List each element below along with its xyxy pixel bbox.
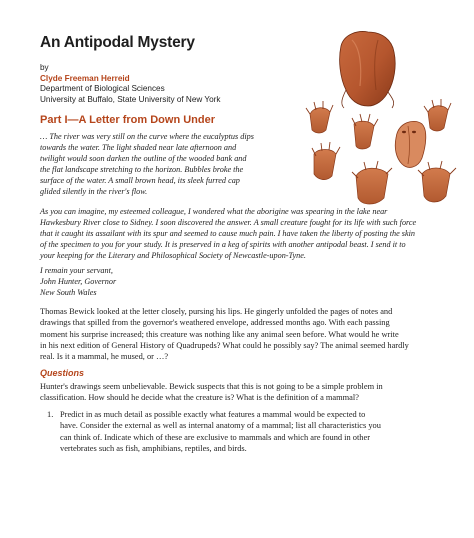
narrative-line: in his next edition of General History of Quadrupeds? What could he possibly say? The animal seemed hardly: [40, 340, 409, 350]
questions-intro-line: classification. How should he decide what the creature is? What is the definition of a mammal?: [40, 393, 359, 403]
author-department: Department of Biological Sciences: [40, 84, 165, 94]
narrative-line: Thomas Bewick looked at the letter closely, pursing his lips. He gingerly unfolded the pages of notes and: [40, 307, 393, 316]
letter-line: that it caught its assailant with its spur and seemed to cause much pain. I have taken the liberty of posting the skin: [40, 229, 415, 239]
platypus-pelt-drawing: [340, 32, 396, 108]
narrative-line: real. Is it a mammal, he mused, or …?: [40, 352, 169, 362]
letter-paragraph: [40, 206, 436, 261]
narrative-line: moment his surprise increased; this creature was nothing like any animal seen before. What would he write: [40, 329, 399, 339]
author-name: Clyde Freeman Herreid: [40, 73, 130, 83]
question-line: vertebrates such as fish, amphibians, reptiles, and birds.: [60, 443, 247, 453]
byline-by: by: [40, 63, 49, 72]
signature-line: I remain your servant,: [40, 266, 113, 275]
platypus-bill-drawing: [395, 121, 426, 167]
story-line: towards the water. The light shaded near late afternoon and: [40, 143, 237, 153]
author-university: University at Buffalo, State University of New York: [40, 94, 221, 104]
questions-intro-line: Hunter's drawings seem unbelievable. Bewick suspects that this is not going to be a simple problem in: [40, 382, 383, 391]
platypus-foot-top-left: [306, 101, 333, 133]
story-line: twilight would soon darken the outline of the wooded bank and: [40, 154, 247, 164]
narrative-paragraph: [40, 306, 436, 362]
platypus-foot-bottom-center: [352, 161, 392, 204]
platypus-foot-bottom-right: [418, 161, 456, 202]
letter-line: your keeping for the Literary and Philosophical Society of Newcastle-upon-Tyne.: [40, 251, 306, 261]
question-line: can think of. Indicate which of these are exclusive to mammals and which are found in other: [60, 432, 371, 442]
letter-signature: [40, 265, 116, 298]
question-text: [60, 409, 381, 454]
letter-line: of the specimen to you for your study. It is preserved in a keg of spirits with another antipodal beast. I send it to: [40, 240, 406, 250]
signature-line: John Hunter, Governor: [40, 277, 117, 287]
part1-heading: Part I—A Letter from Down Under: [40, 114, 215, 126]
story-paragraph: [40, 131, 276, 198]
signature-line: New South Wales: [40, 288, 97, 298]
story-line: glided silently in the river's flow.: [40, 187, 148, 197]
story-line: surface of the water. A small brown head, its sleek furred cap: [40, 176, 240, 186]
article-title: An Antipodal Mystery: [40, 34, 195, 51]
platypus-specimen-illustration: [296, 26, 460, 212]
platypus-foot-top-right: [424, 99, 451, 131]
letter-line: As you can imagine, my esteemed colleague, I wondered what the aborigine was spearing in the lake near: [40, 207, 388, 216]
questions-heading: Questions: [40, 368, 85, 378]
questions-intro: [40, 381, 436, 404]
story-line: the flat landscape stretching to the horizon. Bubbles broke the: [40, 165, 244, 175]
platypus-foot-mid-left: [352, 114, 378, 149]
question-number: 1.: [47, 410, 54, 419]
letter-line: Hawkesbury River close to Sidney. I soon discovered the answer. A small creature fought for its life with such force: [40, 218, 417, 228]
question-line: have. Consider the external as well as internal anatomy of a mammal; list all characteristics you: [60, 421, 381, 431]
byline: [40, 63, 300, 105]
story-line: … The river was very still on the curve where the eucalyptus dips: [40, 132, 254, 141]
narrative-line: drawings that spilled from the governor's weathered envelope, addressed months ago. With each passing: [40, 318, 390, 328]
platypus-foot-mid-right: [312, 142, 340, 180]
question-line: Predict in as much detail as possible exactly what features a mammal would be expected to: [60, 410, 366, 419]
